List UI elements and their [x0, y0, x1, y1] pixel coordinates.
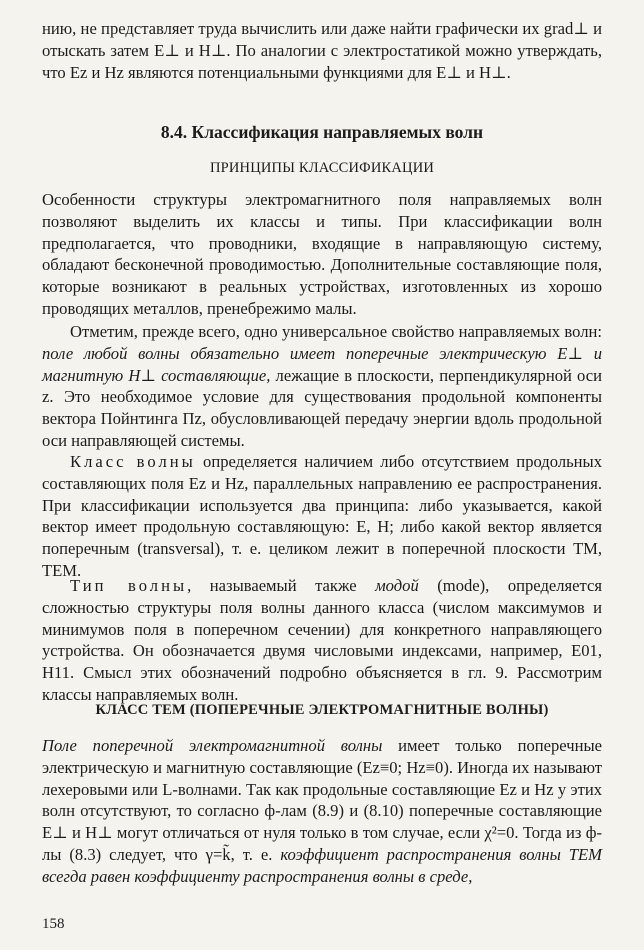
paragraph-features: Особенности структуры электромагнитного поля направляемых волн позволяют выделить их классы и типы. При классификации волн предполагается, что проводники, входящие в направляющую систему, обладают бесконечной проводимостью. Дополнительные составляющие поля, которые возникают в реальных устройствах, изготовленных из хорошо проводящих металлов, пренебрежимо малы.: [42, 190, 602, 318]
page-number: 158: [42, 916, 65, 932]
italic-run: коэффициент распространения волны ТЕМ всегда равен коэффициенту распространения волны в среде,: [42, 844, 602, 886]
top-paragraph: нию, не представляет труда вычислить или даже найти графически их grad⊥ и отыскать затем E⊥ и H⊥. По аналогии с электростатикой можно утверждать, что Ez и Hz являются потенциальными функциями для E⊥ и H⊥.: [42, 19, 602, 82]
paragraph-wave-type: [42, 575, 602, 706]
text-run: лежащие в плоскости, перпендикулярной оси z. Это необходимое условие для существования продольной компоненты вектора Пойнтинга Πz, обусловливающей передачу энергии вдоль продольной оси направляющей системы.: [42, 365, 602, 450]
subsection-title-principles: ПРИНЦИПЫ КЛАССИФИКАЦИИ: [209, 160, 435, 176]
spaced-term: Тип волны: [70, 576, 188, 595]
spaced-term: Класс волны: [70, 452, 196, 471]
paragraph-tem: [42, 735, 602, 888]
paragraph-universal-property: [42, 321, 602, 452]
text-run: Отметим, прежде всего, одно универсальное свойство направляемых волн:: [70, 322, 602, 341]
text-run: , называемый также: [187, 576, 376, 595]
text-run: определяется наличием либо отсутствием продольных составляющих поля Ez и Hz, параллельных направлению ее распространения. При классификации используется два принципа: либо указывается, какой вектор имеет продольную составляющую: E, H; либо какой вектор является поперечным (transversal), т. е. целиком лежит в поперечной плоскости ТМ, ТЕМ.: [42, 452, 603, 580]
subsection-title-tem: КЛАСС ТЕМ (ПОПЕРЕЧНЫЕ ЭЛЕКТРОМАГНИТНЫЕ ВОЛНЫ): [95, 702, 549, 718]
text-run: (mode), определяется сложностью структуры поля волны данного класса (числом максимумов и минимумов поля в поперечном сечении) для конкретного направляющего устройства. Он обозначается двумя числовыми индексами, например, E01, H11. Смысл этих обозначений подробно объясняется в гл. 9. Рассмотрим классы направляемых волн.: [42, 576, 602, 704]
italic-run: поле любой волны обязательно имеет поперечные электрическую E⊥ и магнитную H⊥ составляющие,: [42, 343, 602, 385]
paragraph-wave-class: [42, 451, 602, 582]
section-title: 8.4. Классификация направляемых волн: [160, 122, 484, 142]
italic-run: модой: [375, 576, 419, 595]
italic-run: Поле поперечной электромагнитной волны: [42, 736, 383, 755]
text-run: имеет только поперечные электрическую и магнитную составляющие (Ez≡0; Hz≡0). Иногда их называют лехеровыми или L-волнами. Так как продольные составляющие Ez и Hz у этих волн отсутствуют, то согласно ф-лам (8.9) и (8.10) поперечные составляющие E⊥ и H⊥ могут отличаться от нуля только в том случае, если χ²=0. Тогда из ф-лы (8.3) следует, что γ=k̃, т. е.: [42, 736, 602, 864]
